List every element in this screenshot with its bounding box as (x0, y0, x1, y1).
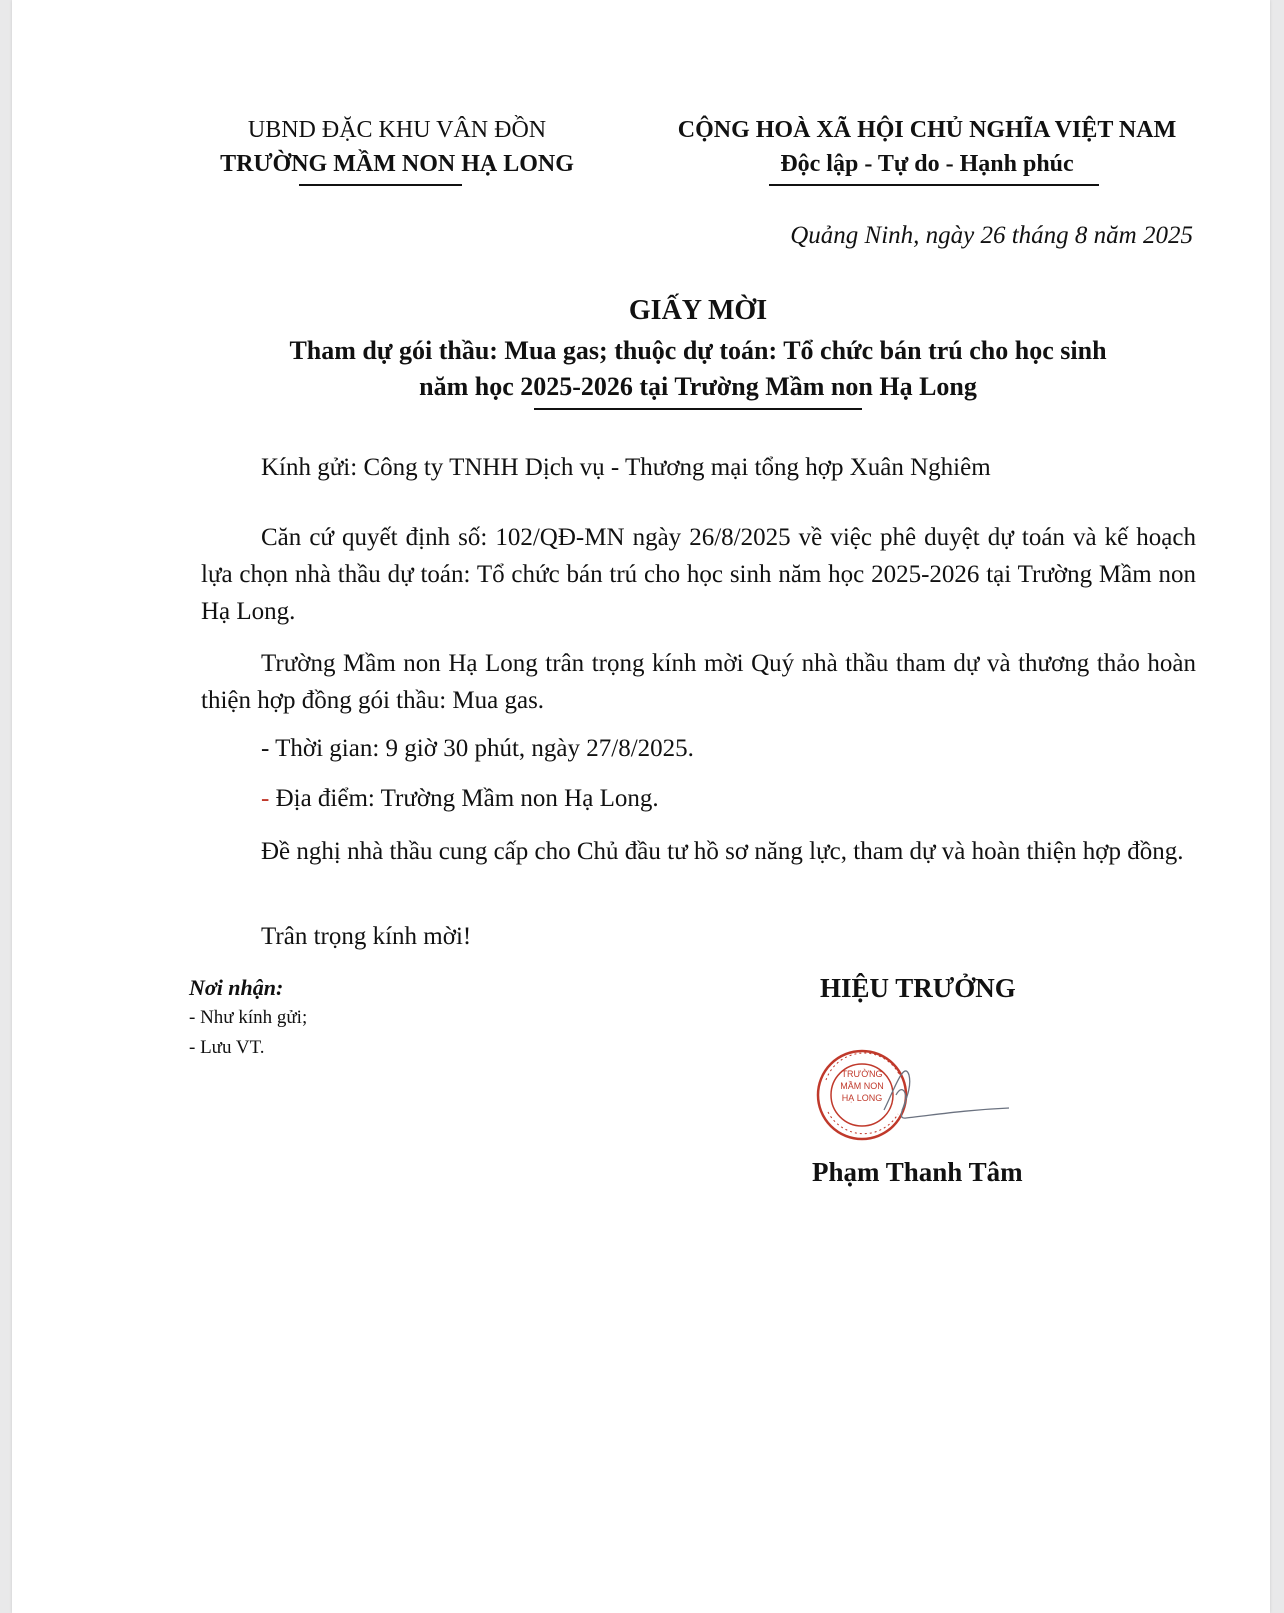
recipient-item-2: - Lưu VT. (189, 1037, 265, 1058)
recipient-item-1: - Như kính gửi; (189, 1007, 308, 1028)
seal-text (832, 1068, 892, 1104)
signer-position: HIỆU TRƯỞNG (820, 973, 1016, 1003)
header-left-authority: UBND ĐẶC KHU VÂN ĐỒN (247, 117, 547, 143)
header-left-underline (299, 184, 462, 186)
recipients-heading: Nơi nhận: (189, 975, 284, 1000)
document-subtitle (12, 333, 1284, 405)
recipient-line: Kính gửi: Công ty TNHH Dịch vụ - Thương mại tổng hợp Xuân Nghiêm (261, 454, 991, 481)
recipients-block (189, 973, 307, 1063)
school-seal (814, 1040, 1034, 1150)
national-motto: Độc lập - Tự do - Hạnh phúc (780, 151, 1074, 177)
header-right (652, 113, 1202, 181)
paragraph-legal-basis: Căn cứ quyết định số: 102/QĐ-MN ngày 26/8/2025 về việc phê duyệt dự toán và kế hoạch lựa chọn nhà thầu dự toán: Tổ chức bán trú cho học sinh năm học 2025-2026 tại Trường Mầm non Hạ Long. (201, 524, 1196, 625)
location-dash: - (261, 785, 270, 812)
closing-line: Trân trọng kính mời! (261, 923, 472, 950)
time-line: - Thời gian: 9 giờ 30 phút, ngày 27/8/2025. (261, 735, 694, 762)
header-left (172, 113, 622, 181)
document-title: GIẤY MỜI (628, 295, 768, 326)
document-page (12, 0, 1270, 1613)
paragraph-invitation: Trường Mầm non Hạ Long trân trọng kính mời Quý nhà thầu tham dự và thương thảo hoàn thiện hợp đồng gói thầu: Mua gas. (201, 650, 1196, 714)
subtitle-line-1: Tham dự gói thầu: Mua gas; thuộc dự toán: Tổ chức bán trú cho học sinh (289, 336, 1107, 365)
seal-text-line-3: HẠ LONG (841, 1093, 883, 1103)
seal-text-line-1: TRƯỜNG (841, 1069, 883, 1079)
header-right-underline (769, 184, 1099, 186)
title-underline (534, 408, 862, 410)
paragraph-request: Đề nghị nhà thầu cung cấp cho Chủ đầu tư hồ sơ năng lực, tham dự và hoàn thiện hợp đồng. (261, 838, 1184, 865)
seal-text-line-2: MẦM NON (840, 1081, 884, 1091)
date-line: Quảng Ninh, ngày 26 tháng 8 năm 2025 (790, 222, 1193, 249)
national-title: CỘNG HOÀ XÃ HỘI CHỦ NGHĨA VIỆT NAM (677, 117, 1177, 143)
signer-name: Phạm Thanh Tâm (812, 1157, 1023, 1187)
location-line (261, 785, 659, 813)
header-left-school: TRƯỜNG MẦM NON HẠ LONG (220, 151, 574, 177)
subtitle-line-2: năm học 2025-2026 tại Trường Mầm non Hạ Long (419, 372, 977, 401)
location-text: Địa điểm: Trường Mầm non Hạ Long. (269, 785, 659, 812)
